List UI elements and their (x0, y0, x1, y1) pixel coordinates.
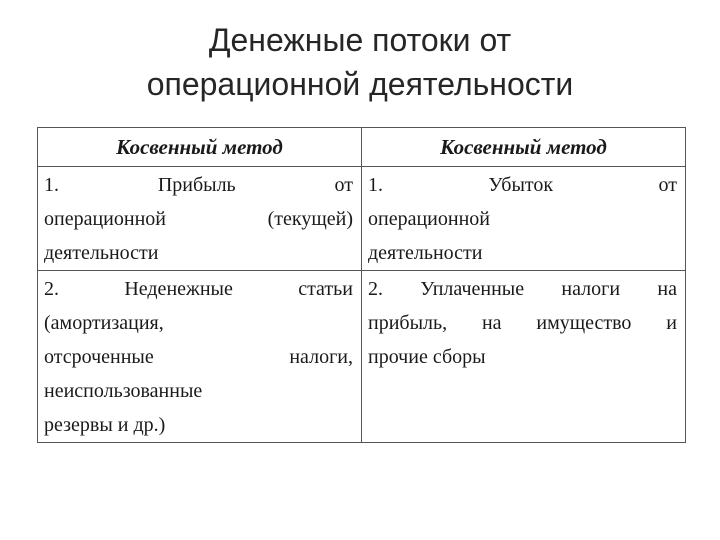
cell-line (44, 168, 353, 202)
table-header-row (38, 128, 686, 167)
word: 2. (44, 278, 59, 300)
word: Прибыль (157, 174, 236, 196)
methods-table (37, 127, 686, 443)
cell-line (368, 272, 677, 306)
cell-line (44, 202, 353, 236)
word: имущество (536, 312, 632, 334)
word: на (481, 312, 502, 334)
cell-line (368, 202, 677, 236)
row1-left-cell (38, 167, 362, 271)
table-row (38, 271, 686, 443)
row1-right-cell (362, 167, 686, 271)
cell-line (368, 306, 677, 340)
slide-title (0, 18, 720, 106)
cell-line (44, 374, 353, 408)
word: на (657, 278, 677, 300)
word: операционной (368, 208, 490, 230)
word: прочие сборы (368, 346, 486, 368)
word: налоги, (289, 346, 353, 368)
cell-line (44, 272, 353, 306)
slide-title-line-1: Денежные потоки от (208, 22, 512, 58)
word: Неденежные (124, 278, 233, 300)
slide-title-line-2: операционной деятельности (146, 66, 574, 102)
word: Уплаченные (420, 278, 525, 300)
word: 1. (44, 174, 59, 196)
cell-line (44, 340, 353, 374)
cell-line (44, 408, 353, 442)
header-left: Косвенный метод (38, 128, 362, 167)
word: налоги (561, 278, 621, 300)
word: прибыль, (368, 312, 448, 334)
cell-line (368, 168, 677, 202)
cell-line (368, 236, 677, 270)
word: отсроченные (44, 346, 154, 368)
word: 2. (368, 278, 383, 300)
header-right: Косвенный метод (362, 128, 686, 167)
cell-line (44, 306, 353, 340)
word: (текущей) (267, 208, 353, 230)
word: операционной (44, 208, 166, 230)
word: от (658, 174, 677, 196)
word: неиспользованные (44, 380, 203, 402)
word: (амортизация, (44, 312, 164, 334)
word: резервы и др.) (44, 414, 166, 436)
word: Убыток (488, 174, 554, 196)
word: от (334, 174, 353, 196)
row2-right-cell (362, 271, 686, 443)
word: 1. (368, 174, 383, 196)
word: и (666, 312, 677, 334)
cell-line (368, 340, 677, 374)
word: деятельности (44, 242, 159, 264)
word: деятельности (368, 242, 483, 264)
word: статьи (298, 278, 353, 300)
table-row (38, 167, 686, 271)
cell-line (44, 236, 353, 270)
row2-left-cell (38, 271, 362, 443)
